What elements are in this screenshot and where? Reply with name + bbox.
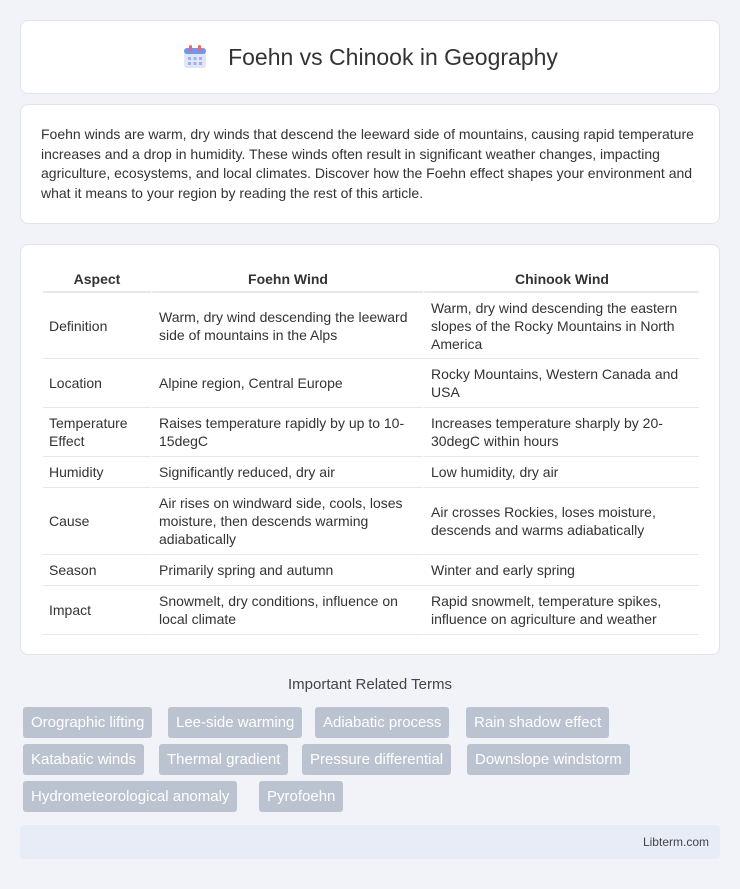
tag-orographic-lifting[interactable]: Orographic lifting	[23, 707, 152, 738]
footer-site-link[interactable]: Libterm.com	[642, 835, 709, 849]
tag-pressure-differential[interactable]: Pressure differential	[302, 744, 451, 775]
table-row	[43, 457, 699, 488]
cell-chinook: Low humidity, dry air	[423, 457, 699, 488]
cell-foehn: Warm, dry wind descending the leeward side of mountains in the Alps	[151, 293, 423, 359]
cell-aspect: Definition	[43, 293, 151, 359]
page-footer	[20, 825, 720, 859]
intro-card	[20, 104, 720, 224]
table-header-row	[43, 265, 699, 293]
page-header	[20, 20, 720, 94]
cell-foehn: Snowmelt, dry conditions, influence on local climate	[151, 586, 423, 635]
cell-chinook: Warm, dry wind descending the eastern slopes of the Rocky Mountains in North America	[423, 293, 699, 359]
table-row	[43, 555, 699, 586]
tag-rain-shadow-effect[interactable]: Rain shadow effect	[466, 707, 609, 738]
table-row	[43, 488, 699, 555]
cell-foehn: Primarily spring and autumn	[151, 555, 423, 586]
tag-lee-side-warming[interactable]: Lee-side warming	[168, 707, 302, 738]
cell-aspect: Humidity	[43, 457, 151, 488]
tag-downslope-windstorm[interactable]: Downslope windstorm	[467, 744, 630, 775]
tag-katabatic-winds[interactable]: Katabatic winds	[23, 744, 144, 775]
tag-pyrofoehn[interactable]: Pyrofoehn	[259, 781, 343, 812]
header-aspect: Aspect	[43, 265, 151, 293]
table-row	[43, 408, 699, 457]
cell-chinook: Winter and early spring	[423, 555, 699, 586]
comparison-table	[43, 265, 699, 635]
header-foehn: Foehn Wind	[151, 265, 423, 293]
cell-chinook: Rapid snowmelt, temperature spikes, influence on agriculture and weather	[423, 586, 699, 635]
cell-aspect: Temperature Effect	[43, 408, 151, 457]
comparison-card	[20, 244, 720, 655]
calendar-icon	[182, 44, 208, 70]
cell-aspect: Cause	[43, 488, 151, 555]
cell-chinook: Increases temperature sharply by 20-30degC within hours	[423, 408, 699, 457]
tag-adiabatic-process[interactable]: Adiabatic process	[315, 707, 449, 738]
header-chinook: Chinook Wind	[423, 265, 699, 293]
related-terms-title: Important Related Terms	[288, 676, 452, 693]
tag-thermal-gradient[interactable]: Thermal gradient	[159, 744, 288, 775]
cell-aspect: Impact	[43, 586, 151, 635]
intro-text: Foehn winds are warm, dry winds that descend the leeward side of mountains, causing rapid temperature increases and a drop in humidity. These winds often result in significant weather changes, impacting agriculture, ecosystems, and local climates. Discover how the Foehn effect shapes your environment and what it means to your region by reading the rest of this article.	[41, 126, 694, 201]
table-row	[43, 359, 699, 408]
cell-aspect: Season	[43, 555, 151, 586]
cell-chinook: Air crosses Rockies, loses moisture, descends and warms adiabatically	[423, 488, 699, 555]
cell-chinook: Rocky Mountains, Western Canada and USA	[423, 359, 699, 408]
tag-hydrometeorological-anomaly[interactable]: Hydrometeorological anomaly	[23, 781, 237, 812]
table-row	[43, 586, 699, 635]
page-title: Foehn vs Chinook in Geography	[228, 43, 558, 70]
cell-foehn: Significantly reduced, dry air	[151, 457, 423, 488]
cell-foehn: Alpine region, Central Europe	[151, 359, 423, 408]
cell-aspect: Location	[43, 359, 151, 408]
table-row	[43, 293, 699, 359]
cell-foehn: Air rises on windward side, cools, loses moisture, then descends warming adiabatically	[151, 488, 423, 555]
cell-foehn: Raises temperature rapidly by up to 10-15degC	[151, 408, 423, 457]
